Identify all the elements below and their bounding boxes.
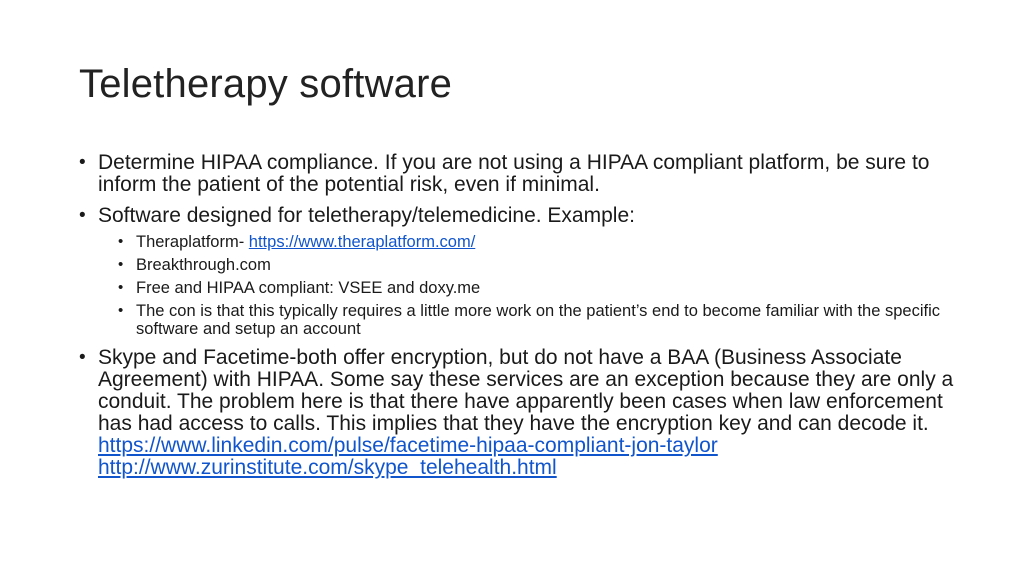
- bullet-skype-facetime: [79, 347, 959, 479]
- bullet-text: Skype and Facetime-both offer encryption, but do not have a BAA (Business Associate Agreement) with HIPAA. Some say these services are an exception because they are only a conduit. The problem here is that there have apparently been cases when law enforcement has had access to calls. This implies that they have the encryption key and can decode it.: [98, 346, 954, 435]
- sub-bullet-free-hipaa: [118, 279, 959, 297]
- bullet-text: Determine HIPAA compliance. If you are not using a HIPAA compliant platform, be sure to inform the patient of the potential risk, even if minimal.: [98, 151, 930, 196]
- bullet-hipaa-compliance: [79, 152, 959, 196]
- slide-title: Teletherapy software: [79, 62, 453, 106]
- bullet-text: Software designed for teletherapy/telemedicine. Example:: [98, 204, 635, 227]
- zurinstitute-link[interactable]: http://www.zurinstitute.com/skype_telehealth.html: [98, 456, 557, 479]
- slide-content: [79, 152, 959, 479]
- sub-bullet-text: Free and HIPAA compliant: VSEE and doxy.me: [136, 279, 481, 297]
- bullet-software-designed: [79, 205, 959, 338]
- sub-bullet-text: The con is that this typically requires a little more work on the patient’s end to become familiar with the specific software and setup an account: [136, 302, 940, 338]
- sub-bullet-theraplatform: [118, 233, 959, 251]
- sub-bullet-con: [118, 302, 959, 338]
- theraplatform-link[interactable]: https://www.theraplatform.com/: [248, 233, 476, 251]
- linkedin-link[interactable]: https://www.linkedin.com/pulse/facetime-hipaa-compliant-jon-taylor: [98, 434, 718, 457]
- bullet-list: [79, 152, 959, 479]
- sub-bullet-prefix: Theraplatform-: [136, 233, 249, 251]
- sub-bullet-text: Breakthrough.com: [136, 256, 271, 274]
- sub-bullet-list: [118, 233, 959, 338]
- sub-bullet-breakthrough: [118, 256, 959, 274]
